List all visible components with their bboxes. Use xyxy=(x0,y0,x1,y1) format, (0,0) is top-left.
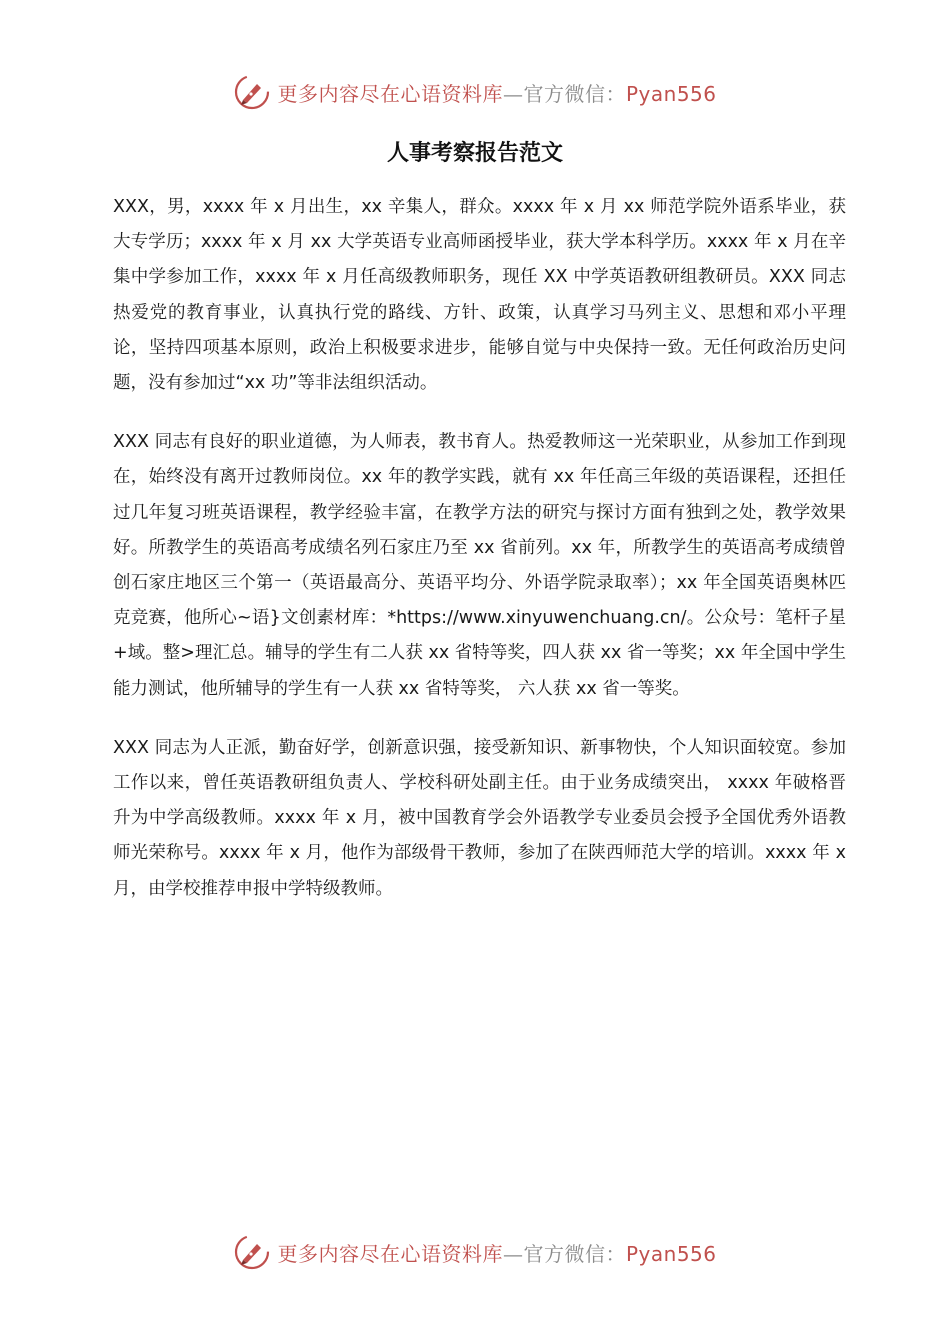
pen-logo-icon xyxy=(233,73,271,111)
footer-banner xyxy=(0,1230,950,1274)
banner-main: 更多内容尽在心语资料库 xyxy=(277,81,503,106)
banner-separator: — xyxy=(502,81,524,106)
banner-text xyxy=(277,1238,716,1267)
banner-wechat-label: 官方微信： xyxy=(523,1241,626,1266)
banner-wechat-label: 官方微信： xyxy=(523,81,626,106)
document-body xyxy=(113,190,846,931)
banner-separator: — xyxy=(502,1241,524,1266)
document-title: 人事考察报告范文 xyxy=(386,141,563,166)
banner-account: Pyan556 xyxy=(625,81,717,106)
banner-main: 更多内容尽在心语资料库 xyxy=(277,1241,503,1266)
banner-account: Pyan556 xyxy=(625,1241,717,1266)
paragraph-1: XXX，男，xxxx 年 x 月出生，xx 辛集人，群众。xxxx 年 x 月 xx 师范学院外语系毕业，获大专学历；xxxx 年 x 月 xx 大学英语专业高师函授毕业，获大学本科学历。xxxx 年 x 月在辛集中学参加工作，xxxx 年 x 月任高级教师职务，现任 XX 中学英语教研组教研员。XXX 同志热爱党的教育事业，认真执行党的路线、方针、政策，认真学习马列主义、思想和邓小平理论，坚持四项基本原则，政治上积极要求进步，能够自觉与中央保持一致。无任何政治历史问题，没有参加过“xx 功”等非法组织活动。 xyxy=(113,197,846,394)
banner-text xyxy=(277,78,716,107)
paragraph-2: XXX 同志有良好的职业道德，为人师表，教书育人。热爱教师这一光荣职业，从参加工作到现在，始终没有离开过教师岗位。xx 年的教学实践，就有 xx 年任高三年级的英语课程，还担任过几年复习班英语课程，教学经验丰富，在教学方法的研究与探讨方面有独到之处，教学效果好。所教学生的英语高考成绩名列石家庄乃至 xx 省前列。xx 年，所教学生的英语高考成绩曾创石家庄地区三个第一（英语最高分、英语平均分、外语学院录取率）；xx 年全国英语奥林匹克竞赛，他所心~语}文创素材库：*https://www.xinyuwenchuang.cn/。公众号：笔杆子星+域。整>理汇总。辅导的学生有二人获 xx 省特等奖，四人获 xx 省一等奖；xx 年全国中学生能力测试，他所辅导的学生有一人获 xx 省特等奖， 六人获 xx 省一等奖。 xyxy=(113,432,846,699)
header-banner xyxy=(0,70,950,114)
pen-logo-icon xyxy=(233,1233,271,1271)
paragraph-3: XXX 同志为人正派，勤奋好学，创新意识强，接受新知识、新事物快，个人知识面较宽。参加工作以来，曾任英语教研组负责人、学校科研处副主任。由于业务成绩突出， xxxx 年破格晋升为中学高级教师。xxxx 年 x 月，被中国教育学会外语教学专业委员会授予全国优秀外语教师光荣称号。xxxx 年 x 月，他作为部级骨干教师，参加了在陕西师范大学的培训。xxxx 年 x 月，由学校推荐申报中学特级教师。 xyxy=(113,737,846,899)
